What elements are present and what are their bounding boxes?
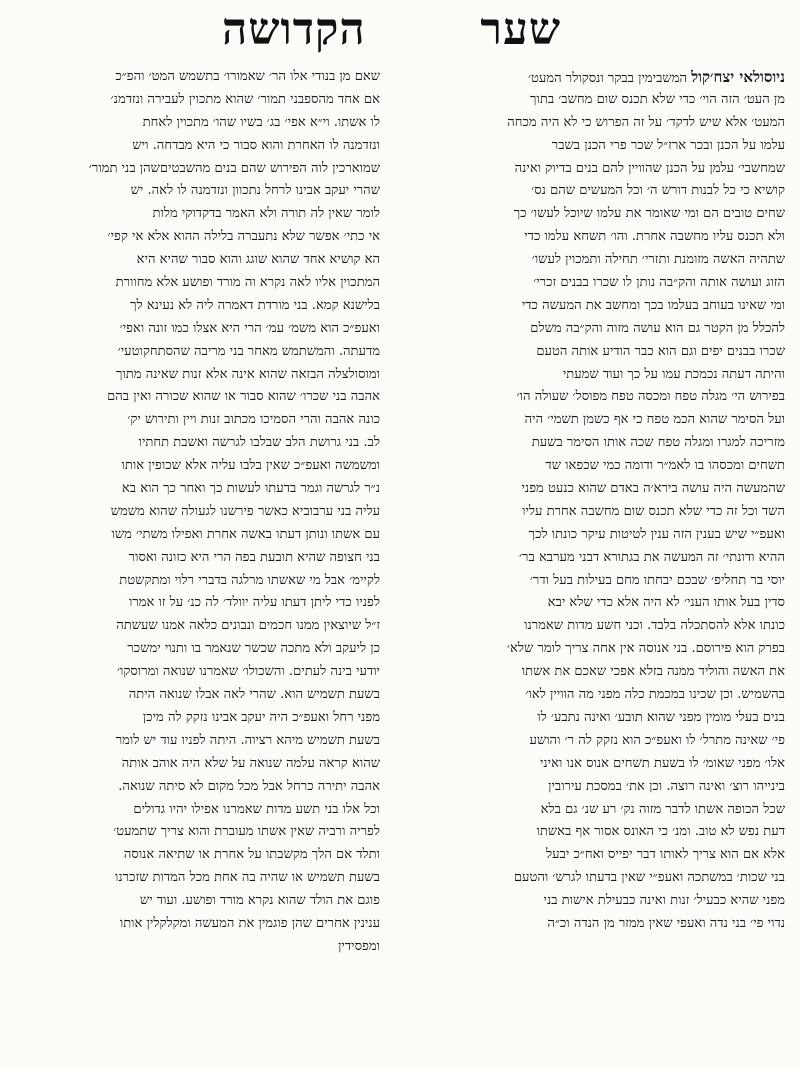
- right-column-paragraph: [419, 66, 785, 936]
- text-line: בלישנא קמא. בני מורדת דאמרה ליה לא נעינא לך: [130, 297, 380, 313]
- text-line: תשחים ומכסהו בו לאמ״ר ודומה כמי שכפאו שד: [545, 458, 785, 474]
- text-line: סדין בעל אותו העני׳ לא היה אלא כדי שלא יבא: [547, 595, 785, 611]
- text-column-left: [14, 66, 380, 1062]
- text-line: מפני שהיא כבעיל׳ זנות ואינה כבעילת אישות בני: [543, 893, 785, 909]
- text-line: כן ליעקב ולא מתכה שכשר שנאמר בו ותנוי ימשכר: [127, 641, 380, 657]
- text-line: שכל הכופה אשתו לדבר מזוה נק׳ רע שנ׳ גם בלא: [540, 801, 785, 817]
- text-line: לו אשתו. וי״א אפי׳ בג׳ בשיו שהו׳ מתכוין לאחת: [142, 114, 380, 130]
- text-line: בני חצופה שהיא תובעת בפה הרי היא כזונה ואסור: [128, 549, 380, 565]
- text-line: לומר שאין לה תורה ולא האמר בדקדוקי מלות: [152, 206, 380, 222]
- column-gutter: [400, 66, 401, 1062]
- header-title-right: שער: [480, 4, 561, 55]
- text-line: בנים בעלי מומין מפני שהוא תובע׳ ואינה נתבע׳ לו: [537, 709, 785, 725]
- text-line: ומשמשה ואעפ״כ שאין בלבו עליה אלא שכופין אותו: [121, 458, 380, 474]
- text-line: שאם מן בנודי אלו הר׳ שאמורו׳ בתשמש המט׳ והפ״כ: [115, 69, 380, 84]
- text-line: את האשה והוליד ממנה בזלא אפכי שאכם את אשתו: [521, 664, 785, 680]
- text-line: אהבה בני שכרו׳ שהוא סבור או שהוא שכורה ואין בהם: [107, 389, 380, 405]
- left-column-paragraph: [14, 66, 380, 959]
- text-line: ענינין אחרים שהן פוגמין את המעשה ומקלקלין אותו: [119, 915, 380, 931]
- text-line: מן העט׳ הזה הוי׳ כדי שלא תכנס שום מחשב׳ בתוך: [530, 91, 785, 107]
- text-line: פוגם את הולד שהוא נקרא מורד ופושע. ועוד יש: [139, 893, 380, 909]
- text-line: ואעפ״י שיש בענין הזה ענין לטיטות עיקר כונתו לכך: [528, 526, 785, 542]
- text-line: אהבה יתירה כרחל אבל מכל מקום לא סיתה שנואה.: [118, 778, 380, 794]
- text-line: נדוי פי׳ בני נדה ואעפי שאין ממזר מן הנדה וכ״ה: [547, 915, 785, 931]
- text-line: ולא תכנס עליו מחשבה אחרת. והו׳ תשחא עלמו כדי: [524, 229, 785, 245]
- text-line: כונתו אלא להסתכלה בלבד. וכני חשע מדות שאמרנו: [524, 618, 785, 634]
- text-line: ומפסידין: [338, 938, 380, 954]
- text-line: שתהיה האשה מזומנת ותזרי׳ תחילה ותמכוין לעשו׳: [531, 252, 785, 268]
- text-line: שכרו בבנים יפים וגם הוא כבר הודיע אותה הטעם: [536, 343, 785, 359]
- text-line: יודעי בינה לעתים. והשכולו׳ שאמרנו שנואה ומרוסקו׳: [116, 664, 380, 680]
- text-line: בני שכות׳ במשתכה ואעפ״י שאין בדעתו לגרש׳ והטעם: [513, 870, 785, 886]
- text-line: ואעפ״כ הוא משמ׳ עמ׳ הרי היא אצלו כמו זונה ואפי׳: [119, 320, 380, 336]
- text-line: והיתה דעתה נכמכת עמו על כך ועוד שמעתי: [562, 366, 785, 382]
- text-line: נ״ר לגרשה וגמר בדעתו לעשות כך ואחר כך הוא בא: [121, 481, 380, 497]
- text-line: אלו׳ מפני שאומ׳ לו בשעת תשחים אנוס אנו ואיני: [539, 755, 785, 771]
- text-line: ז״ל שיוצאין ממנו חכמים ונבונים כלאה אמנו שעשתה: [116, 618, 380, 634]
- text-line: ומוסולצלה הבזאה שהוא אינה אלא זנות שאינה מתוך: [116, 366, 380, 382]
- running-header: [0, 4, 801, 56]
- text-line: ומי שאינו בעוחב בעלמו בכך ומחשב את המעשה כדי: [521, 297, 785, 313]
- text-line: שהמעשה היה עושה בירא׳ה באדם שהוא כנעט מפני: [521, 481, 785, 497]
- text-line: שמחשבי׳ עלמן על הכנן שהוויין להם בנים בדיוק ואינה: [514, 160, 785, 176]
- text-line: המעט׳ אלא שיש לדקד׳ על זה הפרוש כי לא היה מכחה: [507, 114, 785, 130]
- text-line: בשעת תשמיש הוא. שהרי לאה אבלו שנואה היתה: [128, 687, 380, 703]
- text-line: בשעת תשמיש מיהא רציוה. היתה לפניו עוד יש לומר: [115, 732, 380, 748]
- text-line: בפירוש הי׳ מגלה טפח ומכסה טפח מפוסל׳ שעולה הו׳: [516, 389, 785, 405]
- text-line: קושיא כי כל לבנות דורש ה׳ וכל המעשים שהם נס׳: [531, 183, 785, 199]
- text-line: ניוסולאי יצח׳קול המשבימין בבקר ונסקולר המעט׳: [528, 68, 785, 86]
- text-line: לקיימ׳ אבל מי שאשתו מרלגה בדברי רלוי ומתקשטת: [119, 572, 380, 588]
- text-line: ונזדמנה לו האחרת והוא סבור כי היא מבדחה. ויש: [132, 137, 380, 153]
- header-title-left: הקדושה: [222, 4, 366, 55]
- text-line: יוסי בר תחליפ׳ שבכם יבחתו מחם בעילות בעל ודר׳: [529, 572, 785, 588]
- text-column-right: [419, 66, 785, 1062]
- text-line: לב. בני גרושת הלב שבלבו לגרשה ואשבת תחתיו: [138, 435, 380, 451]
- text-line: וכל אלו בני תשע מדות שאמרנו אפילו יהיו גדולים: [133, 801, 380, 817]
- text-line: שהוא קראה עלמה שנואה על שלא היה אוהב אותה: [121, 755, 380, 771]
- text-line: המתכוין אליו לאה נקרא וה מורד ופושע אלא מחוורת: [115, 275, 380, 291]
- text-line: מזריכה למגרו ומגלה טפח שכה אותו הסימר בשעת: [531, 435, 785, 451]
- text-line: הזוג ועושה אותה והק״בה נותן לו שכרו בבנים זכרי׳: [533, 275, 785, 291]
- text-line: עלמו על הכנן ובכר ארז״ל שכר פרי הכנן בשבר: [551, 137, 785, 153]
- text-line: שהרי יעקב אבינו לרחל נתכוון ונזדמנה לו לאה. יש: [130, 183, 380, 199]
- text-line: ההיא ודונתי׳ זה המעשה את בגתורא דבני מערבא בר׳: [519, 549, 785, 565]
- text-line: אם אחד מהספבני תמור׳ שהוא מתכוין לעבירה ונזדמנ׳: [110, 91, 380, 107]
- text-line: אלא אם הוא צריך לאותו דבר יפייס ואח״כ יבעל: [546, 847, 785, 863]
- text-line: השד וכל זה כדי שלא תכנס שום מחשבה אחרת עליו: [522, 503, 785, 519]
- text-line: שחים טובים הם ומי שאומר את עלמו שיוכל לעשו׳ כך: [513, 206, 785, 222]
- text-line: שמוארכין לוה הפירוש שהם בנים מהשבטיםשהן בני תמור׳: [88, 160, 380, 176]
- text-line: פי׳ שאינה מתרל׳ לו ואעפ״כ הוא נזקק לה ר׳ והושע: [529, 732, 785, 748]
- text-line: לפניו כדי ליתן דעתו עליה יוולד׳ לה כנ׳ על זו אמרו: [128, 595, 380, 611]
- text-line: עליה בני ערבוביא כאשר פירשנו לגעולה שהוא משמש: [110, 503, 380, 519]
- text-line: בינייהו רוצ׳ ואינה רוצה. וכן את׳ במסכת עירובין: [548, 778, 785, 794]
- text-line: מדעתה. והמשתמש מאחר בני מריבה שהסתחקוטעי׳: [117, 343, 380, 359]
- text-line: דעת נפש לא טוב. ומנ׳ כי האונס אסור אף באשתו: [536, 824, 785, 840]
- text-line: בהשמיש. וכן שכינו במכמת כלה מפני מה הוויין לאו׳: [525, 687, 785, 703]
- text-line: בשעת תשמיש או שהיה בה אחת מכל המדות שזכרנו: [115, 870, 380, 886]
- text-line: אי כתי׳ אפשר שלא נתעברה בלילה ההוא אלא אי קפי׳: [107, 229, 380, 245]
- opening-words: ניוסולאי יצח׳קול: [691, 68, 785, 86]
- text-line: בפרק הוא פירוסם. בני אנוסה אין אחה צריך לומר שלא׳: [507, 641, 785, 657]
- text-line: עם אשתו ונותן דעתו באשה אחרת ואפילו משתי׳ משו: [111, 526, 380, 542]
- text-line: מפני רחל ואעפ״כ היה יעקב אבינו נזקק לה מיכן: [142, 709, 380, 725]
- text-line: לפריה ורביה שאין אשתו מעוברת והוא צריך שתמעט׳: [113, 824, 380, 840]
- text-line: להכלל מן הקטר גם הוא עושה מזוה והק״בה משלם: [530, 320, 785, 336]
- text-line: כונה אהבה והרי הסמיכו מכתוב זנות ויין ותירוש יק׳: [127, 412, 380, 428]
- text-line: הא קושיא אחד שהוא שוגג והוא סבור שהיא היא: [136, 252, 380, 268]
- text-line: ותלד אם הלך מקשבתו על אחרת או שתיאה אנוסה: [123, 847, 380, 863]
- text-line: ועל הסימר שהוא הכמ טפח כי אף כשמן תשמי׳ היה: [524, 412, 785, 428]
